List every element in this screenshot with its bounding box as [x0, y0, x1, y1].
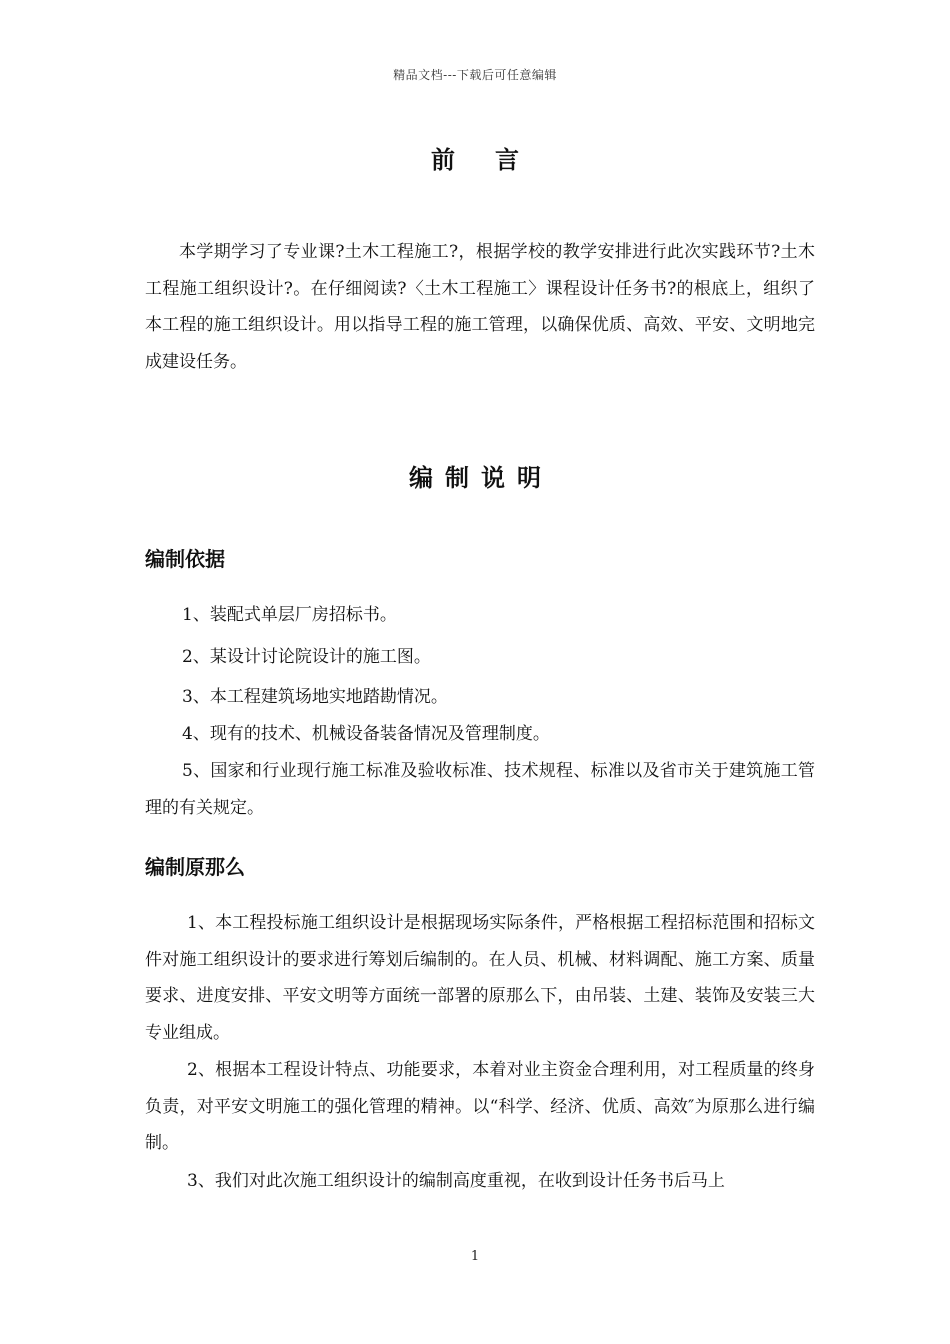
principles-paragraph-1: 1、本工程投标施工组织设计是根据现场实际条件，严格根据工程招标范围和招标文件对施工组织设计的要求进行筹划后编制的。在人员、机械、材料调配、施工方案、质量要求、进度安排、平安文明等方面统一部署的原那么下，由吊装、土建、装饰及安装三大专业组成。: [145, 913, 815, 1043]
basis-item-2: 2、某设计讨论院设计的施工图。: [182, 647, 431, 667]
compilation-notes-title: 编制说明: [409, 464, 553, 492]
basis-heading: 编制依据: [145, 547, 225, 571]
basis-item-1: 1、装配式单层厂房招标书。: [182, 605, 397, 625]
preface-paragraph: 本学期学习了专业课?土木工程施工?，根据学校的教学安排进行此次实践环节?土木工程施工组织设计?。在仔细阅读?〈土木工程施工〉课程设计任务书?的根底上，组织了本工程的施工组织设计。用以指导工程的施工管理，以确保优质、高效、平安、文明地完成建设任务。: [145, 242, 815, 372]
basis-item-4: 4、现有的技术、机械设备装备情况及管理制度。: [182, 724, 550, 744]
basis-item-3: 3、本工程建筑场地实地踏勘情况。: [182, 687, 448, 707]
page-header-note: 精品文档---下载后可任意编辑: [393, 68, 557, 82]
principles-heading: 编制原那么: [145, 855, 245, 879]
principles-paragraph-2: 2、根据本工程设计特点、功能要求，本着对业主资金合理利用，对工程质量的终身负责，对平安文明施工的强化管理的精神。以“科学、经济、优质、高效″为原那么进行编制。: [145, 1060, 815, 1153]
page-number: 1: [470, 1249, 480, 1264]
principles-paragraph-3: 3、我们对此次施工组织设计的编制高度重视，在收到设计任务书后马上: [187, 1171, 725, 1191]
basis-item-5: 5、国家和行业现行施工标准及验收标准、技术规程、标准以及省市关于建筑施工管理的有关规定。: [145, 761, 815, 818]
preface-title: 前言: [431, 146, 559, 174]
